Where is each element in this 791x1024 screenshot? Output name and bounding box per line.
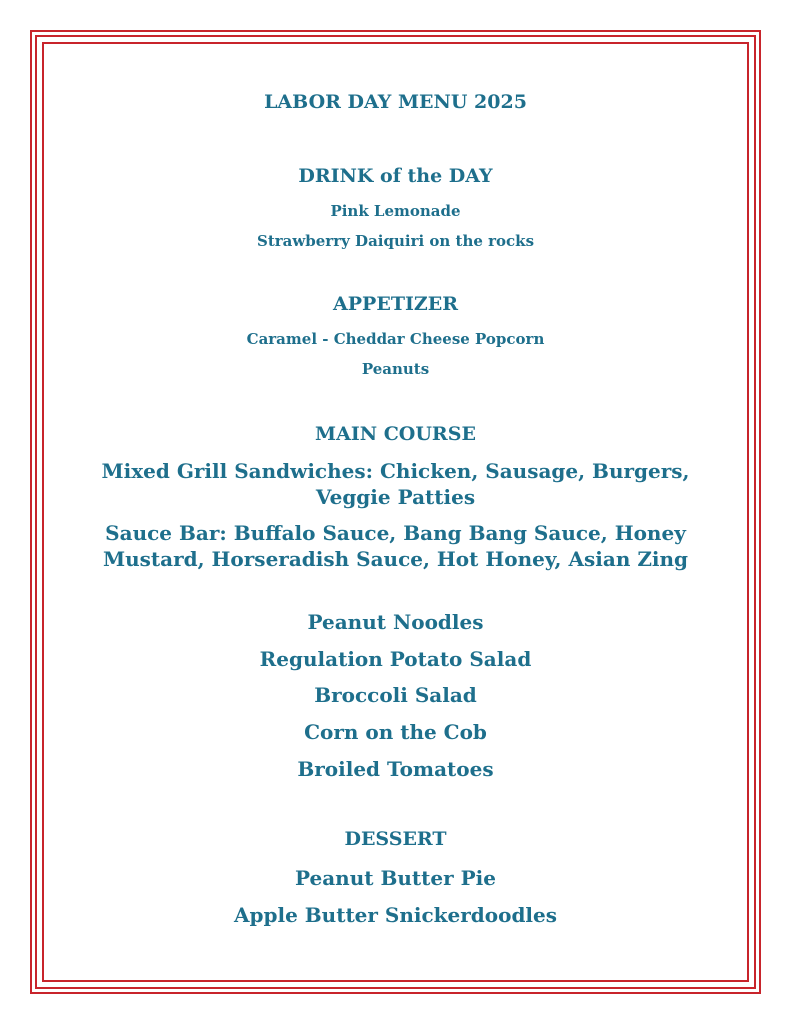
appetizer-heading: APPETIZER — [333, 293, 458, 315]
main-item: Regulation Potato Salad — [259, 647, 532, 671]
drink-heading: DRINK of the DAY — [298, 165, 493, 187]
main-item: Corn on the Cob — [304, 720, 487, 744]
main-item: Broiled Tomatoes — [297, 757, 494, 781]
main-course-heading: MAIN COURSE — [315, 423, 476, 445]
main-item: Mixed Grill Sandwiches: Chicken, Sausage, Burgers, Veggie Patties — [101, 459, 690, 509]
main-item: Sauce Bar: Buffalo Sauce, Bang Bang Sauce, Honey Mustard, Horseradish Sauce, Hot Honey, Asian Zing — [102, 521, 689, 571]
main-item: Broccoli Salad — [314, 683, 477, 707]
appetizer-item: Peanuts — [361, 360, 430, 378]
dessert-item: Peanut Butter Pie — [295, 866, 496, 890]
drink-item: Strawberry Daiquiri on the rocks — [256, 232, 535, 250]
drink-item: Pink Lemonade — [330, 202, 461, 220]
main-item: Peanut Noodles — [307, 610, 484, 634]
menu-title: LABOR DAY MENU 2025 — [264, 91, 527, 113]
dessert-heading: DESSERT — [344, 828, 447, 850]
dessert-item: Apple Butter Snickerdoodles — [233, 903, 558, 927]
appetizer-item: Caramel - Cheddar Cheese Popcorn — [246, 330, 545, 348]
